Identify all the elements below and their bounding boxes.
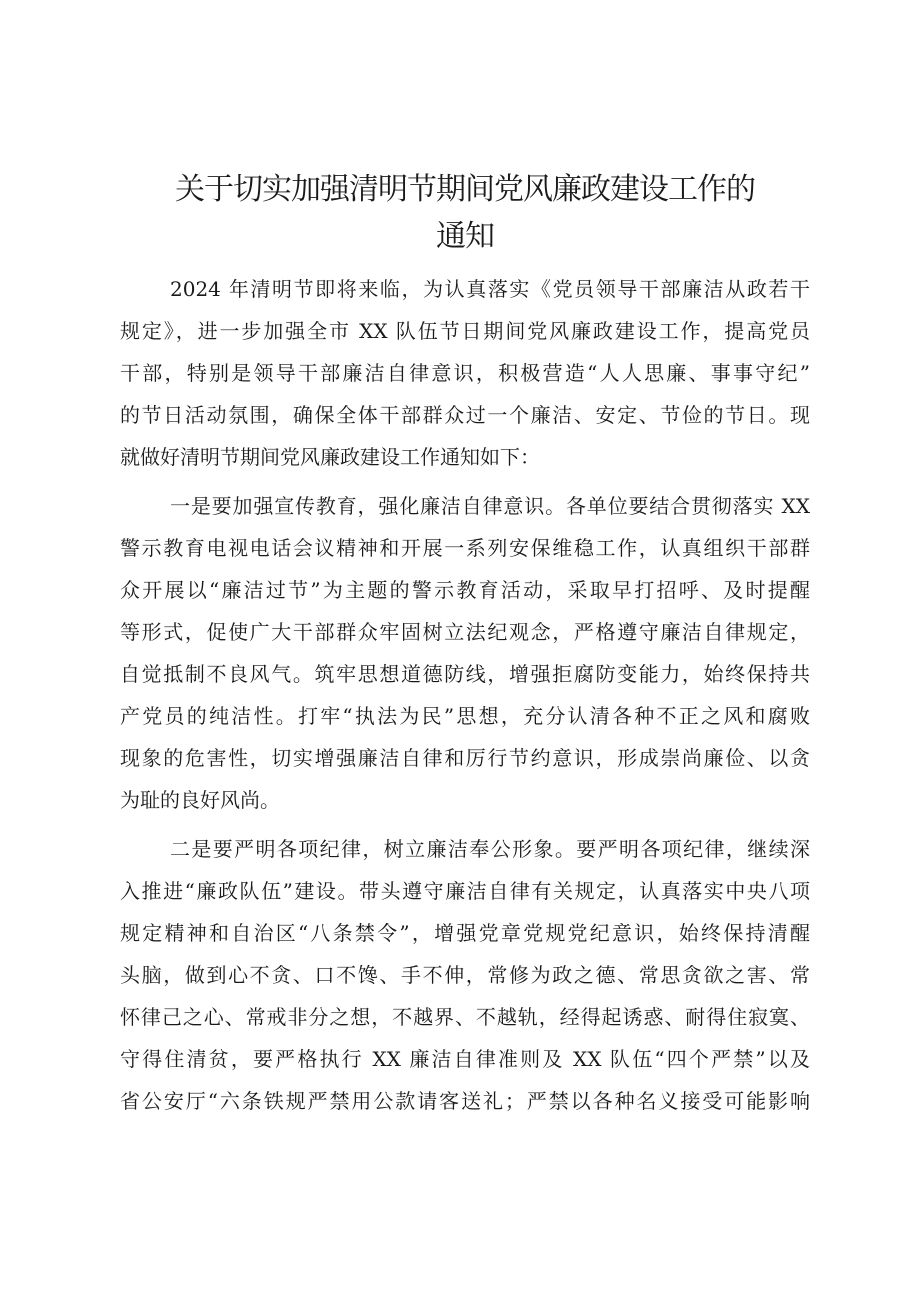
- document-title-line-1: 关于切实加强清明节期间党风廉政建设工作的: [175, 172, 755, 207]
- body-line: 众开展以“廉洁过节”为主题的警示教育活动，采取早打招呼、及时提醒: [120, 578, 810, 602]
- body-line: 守得住清贫，要严格执行 XX 廉洁自律准则及 XX 队伍“四个严禁”以及: [120, 1047, 810, 1071]
- document-title-line-2: 通知: [436, 219, 494, 254]
- body-line: 干部，特别是领导干部廉洁自律意识，积极营造“人人思廉、事事守纪”: [120, 361, 810, 385]
- body-line: 就做好清明节期间党风廉政建设工作通知如下：: [120, 445, 540, 469]
- body-line: 2024 年清明节即将来临，为认真落实《党员领导干部廉洁从政若干: [170, 277, 810, 301]
- body-line: 规定》，进一步加强全市 XX 队伍节日期间党风廉政建设工作，提高党员: [120, 319, 810, 343]
- body-line: 省公安厅“六条铁规严禁用公款请客送礼；严禁以各种名义接受可能影响: [120, 1089, 810, 1113]
- body-line: 怀律己之心、常戒非分之想，不越界、不越轨，经得起诱惑、耐得住寂寞、: [120, 1005, 810, 1029]
- body-line: 现象的危害性，切实增强廉洁自律和厉行节约意识，形成崇尚廉俭、以贪: [120, 746, 810, 770]
- body-line: 一是要加强宣传教育，强化廉洁自律意识。各单位要结合贯彻落实 XX: [170, 494, 810, 518]
- body-line: 入推进“廉政队伍”建设。带头遵守廉洁自律有关规定，认真落实中央八项: [120, 879, 810, 903]
- body-line: 警示教育电视电话会议精神和开展一系列安保维稳工作，认真组织干部群: [120, 536, 810, 560]
- body-line: 自觉抵制不良风气。筑牢思想道德防线，增强拒腐防变能力，始终保持共: [120, 662, 810, 686]
- body-line: 二是要严明各项纪律，树立廉洁奉公形象。要严明各项纪律，继续深: [170, 837, 810, 861]
- body-line: 的节日活动氛围，确保全体干部群众过一个廉洁、安定、节俭的节日。现: [120, 403, 810, 427]
- body-line: 等形式，促使广大干部群众牢固树立法纪观念，严格遵守廉洁自律规定，: [120, 620, 810, 644]
- body-line: 头脑，做到心不贪、口不馋、手不伸，常修为政之德、常思贪欲之害、常: [120, 963, 810, 987]
- body-line: 产党员的纯洁性。打牢“执法为民”思想，充分认清各种不正之风和腐败: [120, 704, 810, 728]
- body-line: 规定精神和自治区“八条禁令”，增强党章党规党纪意识，始终保持清醒: [120, 921, 810, 945]
- body-line: 为耻的良好风尚。: [120, 788, 280, 812]
